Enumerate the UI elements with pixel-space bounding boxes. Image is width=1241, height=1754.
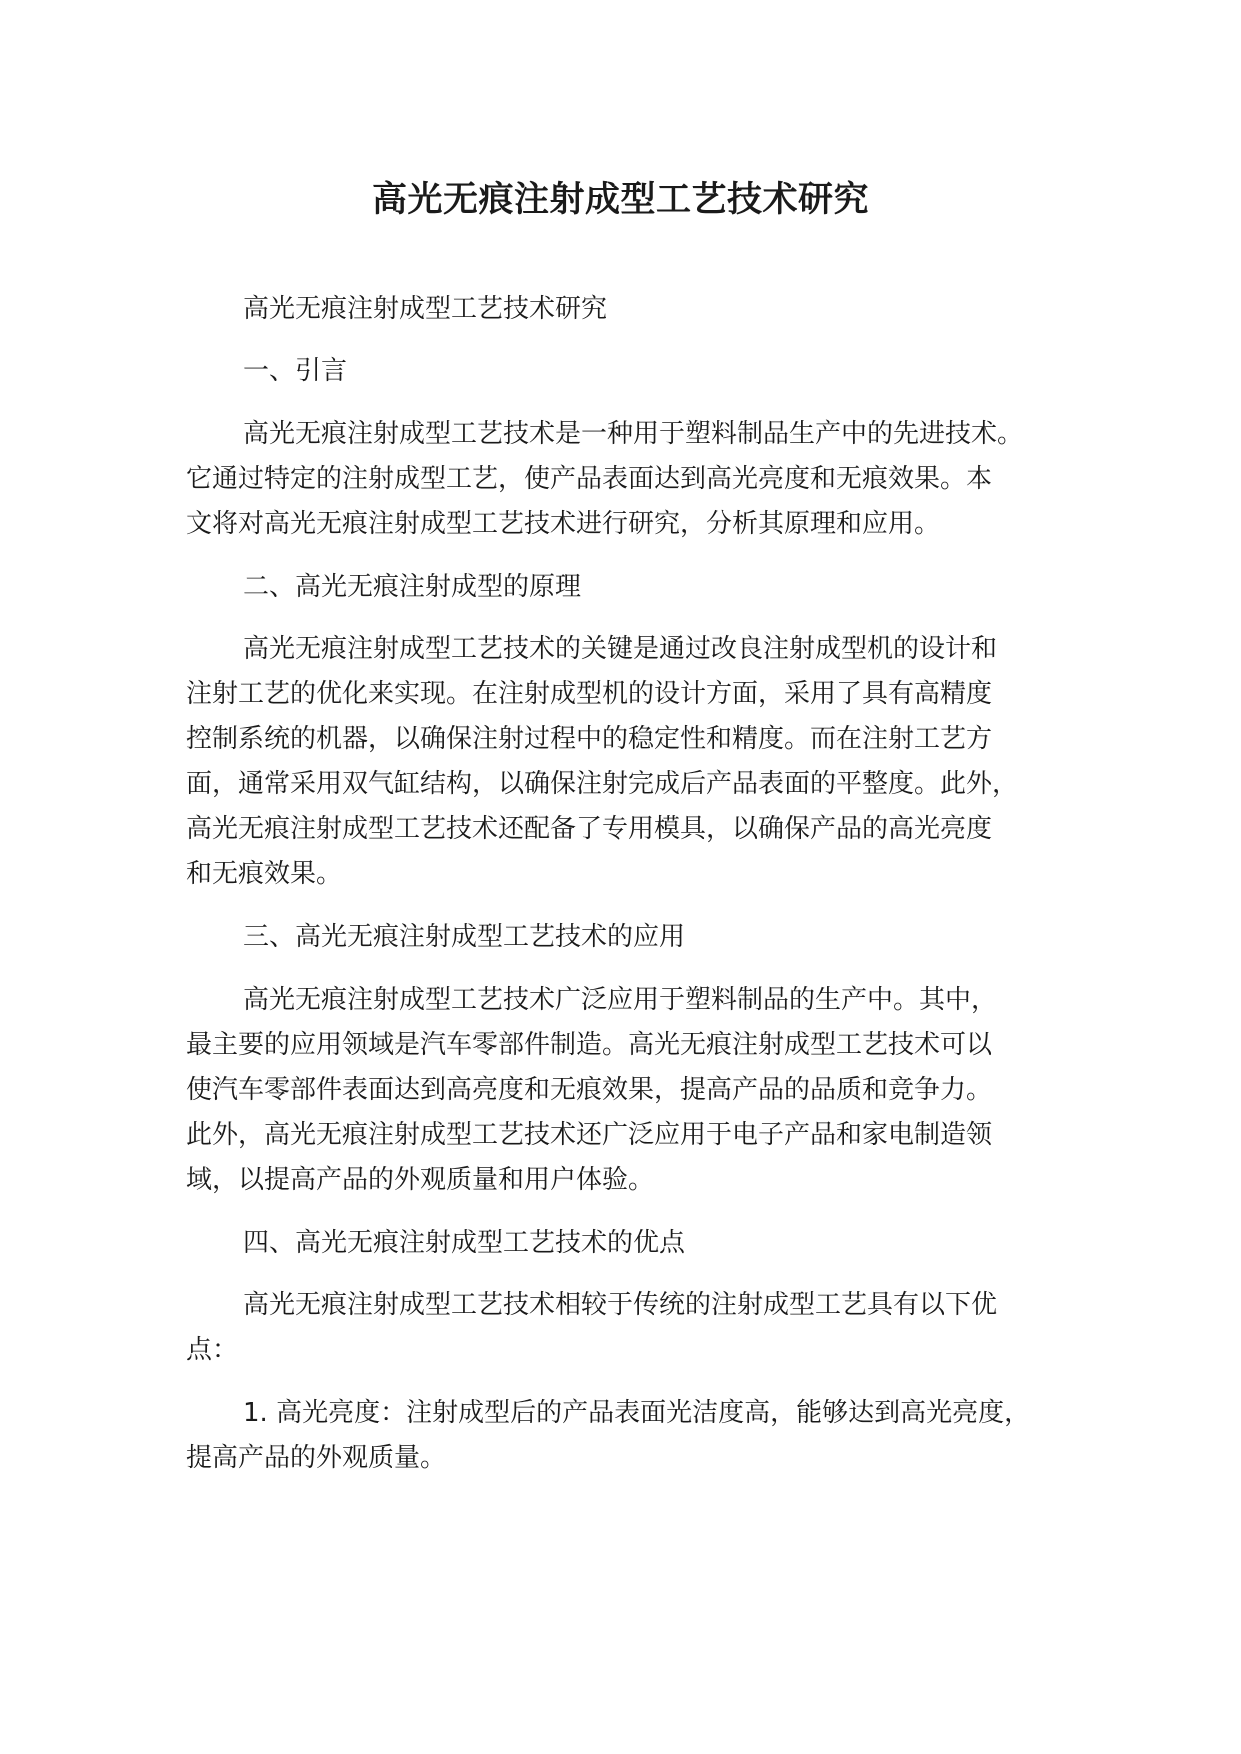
paragraph-line: 文将对高光无痕注射成型工艺技术进行研究，分析其原理和应用。 (186, 509, 941, 539)
paragraph-line: 和无痕效果。 (186, 859, 343, 889)
paragraph-line: 最主要的应用领域是汽车零部件制造。高光无痕注射成型工艺技术可以 (186, 1030, 993, 1060)
heading-principle: 二、高光无痕注射成型的原理 (243, 572, 582, 602)
page-title: 高光无痕注射成型工艺技术研究 (371, 180, 869, 220)
list-item: 提高产品的外观质量。 (186, 1443, 447, 1473)
paragraph-line: 它通过特定的注射成型工艺，使产品表面达到高光亮度和无痕效果。本 (186, 464, 993, 494)
paragraph-line: 高光无痕注射成型工艺技术是一种用于塑料制品生产中的先进技术。 (243, 419, 1024, 449)
paragraph-line: 高光无痕注射成型工艺技术广泛应用于塑料制品的生产中。其中， (243, 985, 998, 1015)
paragraph-line: 注射工艺的优化来实现。在注射成型机的设计方面，采用了具有高精度 (186, 679, 993, 709)
heading-introduction: 一、引言 (243, 356, 348, 386)
paragraph-line: 域，以提高产品的外观质量和用户体验。 (186, 1165, 655, 1195)
paragraph-line: 使汽车零部件表面达到高亮度和无痕效果，提高产品的品质和竞争力。 (186, 1075, 993, 1105)
paragraph-line: 高光无痕注射成型工艺技术的关键是通过改良注射成型机的设计和 (243, 634, 998, 664)
paragraph-line: 此外，高光无痕注射成型工艺技术还广泛应用于电子产品和家电制造领 (186, 1120, 993, 1150)
paragraph-line: 面，通常采用双气缸结构，以确保注射完成后产品表面的平整度。此外， (186, 769, 1019, 799)
paragraph-line: 高光无痕注射成型工艺技术相较于传统的注射成型工艺具有以下优 (243, 1290, 998, 1320)
heading-advantages: 四、高光无痕注射成型工艺技术的优点 (243, 1228, 686, 1258)
subtitle-line: 高光无痕注射成型工艺技术研究 (243, 294, 608, 324)
paragraph-line: 高光无痕注射成型工艺技术还配备了专用模具，以确保产品的高光亮度 (186, 814, 993, 844)
paragraph-line: 点： (186, 1335, 239, 1365)
list-item: 1. 高光亮度：注射成型后的产品表面光洁度高，能够达到高光亮度， (243, 1398, 1031, 1428)
paragraph-line: 控制系统的机器，以确保注射过程中的稳定性和精度。而在注射工艺方 (186, 724, 993, 754)
heading-application: 三、高光无痕注射成型工艺技术的应用 (243, 922, 686, 952)
